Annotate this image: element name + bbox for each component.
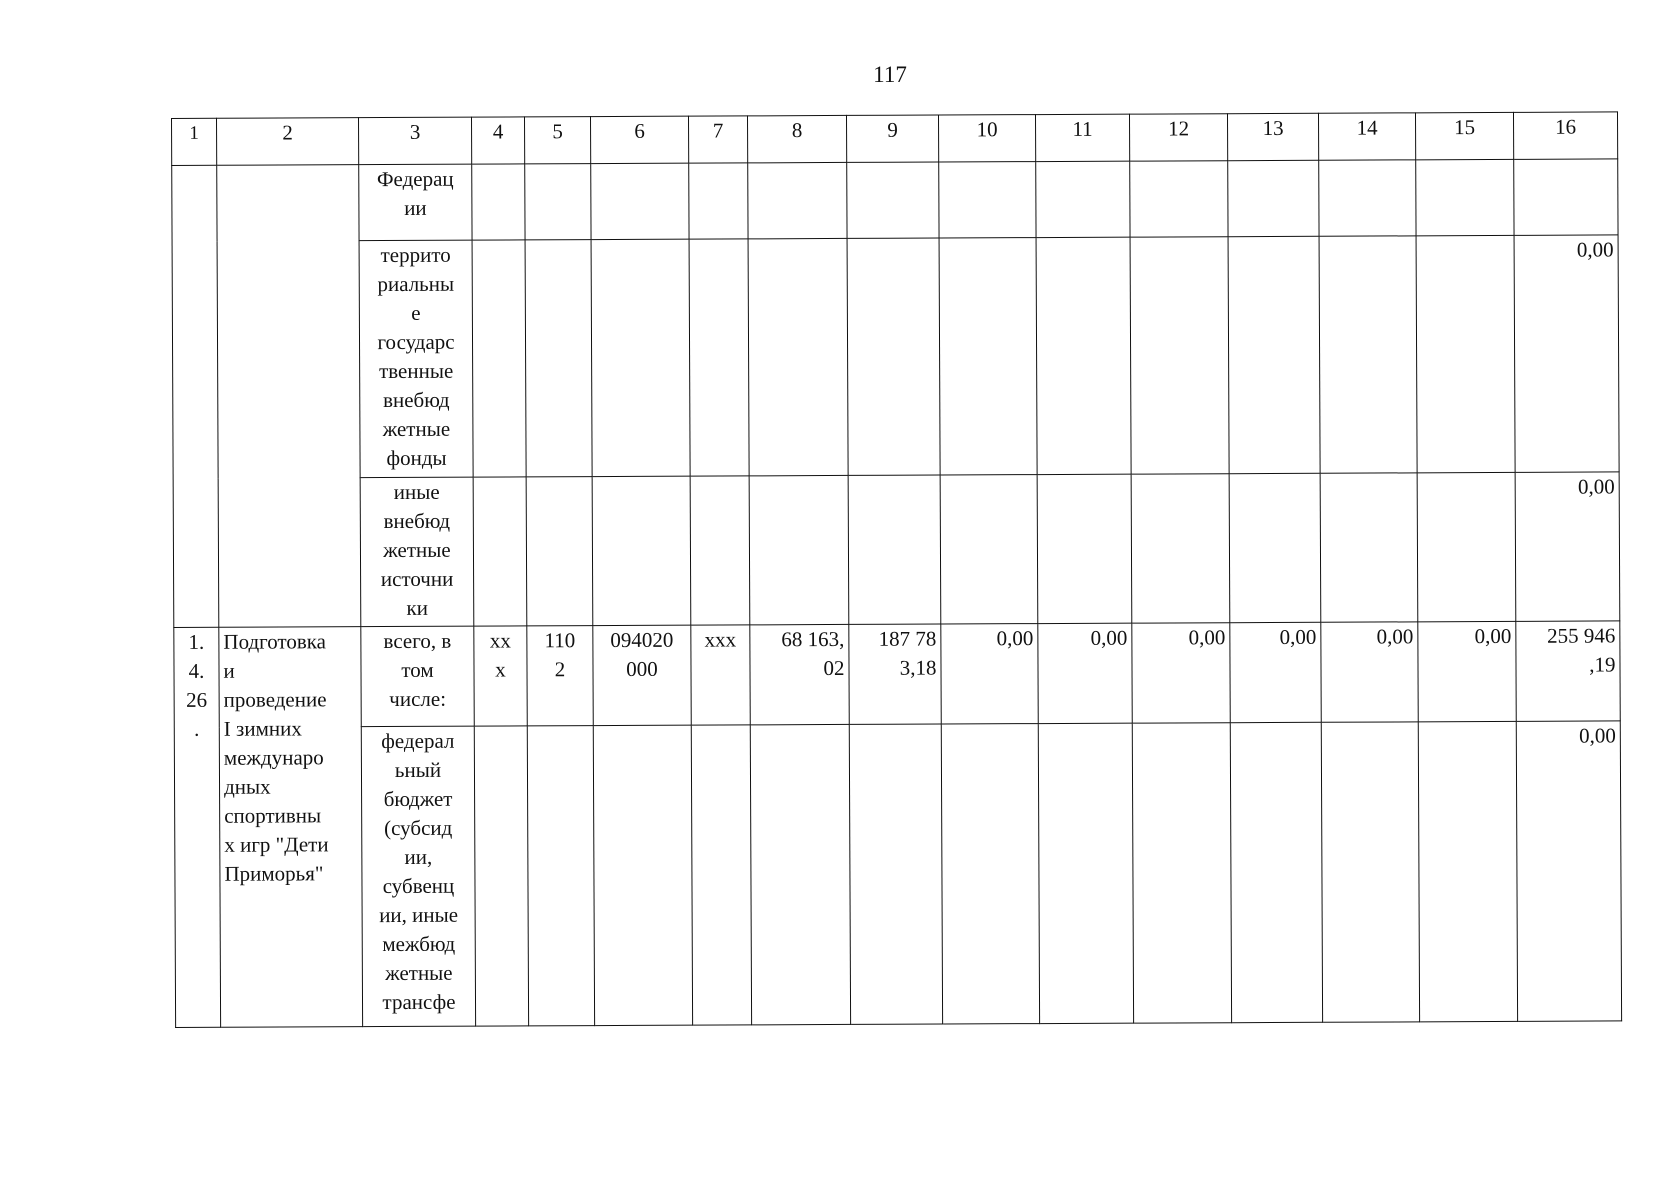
cell-value: 110 2 [527, 626, 593, 726]
table-row [174, 621, 1620, 728]
column-number: 11 [1035, 114, 1129, 161]
column-number: 4 [471, 117, 524, 164]
budget-table-sheet [171, 111, 1622, 1028]
total-value: 0,00 [1514, 235, 1619, 472]
column-number: 5 [524, 117, 590, 164]
total-value [1514, 159, 1618, 235]
source-label: федерал ьный бюджет (субсид ии, субвенц ии, иные межбюд жетные трансфе [361, 726, 475, 1027]
column-number: 6 [590, 116, 688, 163]
item-number: 1. 4. 26 . [174, 627, 221, 1027]
column-number: 8 [747, 115, 846, 162]
page-number: 117 [873, 62, 907, 87]
cell-value: ххх [691, 625, 750, 725]
cell-value: 0,00 [1418, 621, 1516, 721]
cell-value: 094020 000 [593, 625, 691, 725]
column-number: 9 [846, 115, 938, 162]
cell-empty [172, 165, 219, 627]
table-row [172, 235, 1619, 479]
column-number: 15 [1415, 112, 1513, 159]
source-label: иные внебюд жетные источни ки [360, 477, 474, 627]
item-name: Подготовка и проведение I зимних междунаро дных спортивны х игр "Дети Приморья" [219, 627, 363, 1028]
column-number: 12 [1129, 114, 1227, 161]
cell-value: 68 163, 02 [750, 624, 849, 724]
cell-value: 0,00 [1038, 623, 1132, 723]
total-value: 255 946 ,19 [1516, 621, 1620, 721]
cell-value: 0,00 [1321, 622, 1418, 722]
column-number-row [172, 112, 1618, 166]
source-label: Федерац ии [359, 164, 472, 241]
column-number: 3 [359, 117, 472, 165]
column-number: 1 [172, 118, 217, 165]
cell-value: 0,00 [1132, 623, 1230, 723]
source-label: всего, в том числе: [361, 626, 474, 727]
column-number: 13 [1227, 113, 1318, 160]
table-row [172, 159, 1618, 242]
column-number: 2 [217, 118, 359, 166]
column-number: 14 [1318, 113, 1415, 160]
column-number: 16 [1513, 112, 1617, 159]
cell-value: 187 78 3,18 [849, 624, 941, 724]
source-label: террито риальны е государс твенные внебюд жетные фонды [359, 240, 473, 478]
budget-table [171, 111, 1622, 1028]
table-row [174, 721, 1621, 1028]
total-value: 0,00 [1516, 721, 1621, 1021]
cell-value: хх х [474, 626, 527, 726]
column-number: 10 [938, 115, 1035, 162]
table-row [173, 472, 1620, 628]
cell-empty [217, 165, 361, 628]
total-value: 0,00 [1515, 472, 1620, 621]
cell-value: 0,00 [1230, 622, 1321, 722]
column-number: 7 [688, 116, 747, 163]
cell-value: 0,00 [941, 624, 1038, 724]
